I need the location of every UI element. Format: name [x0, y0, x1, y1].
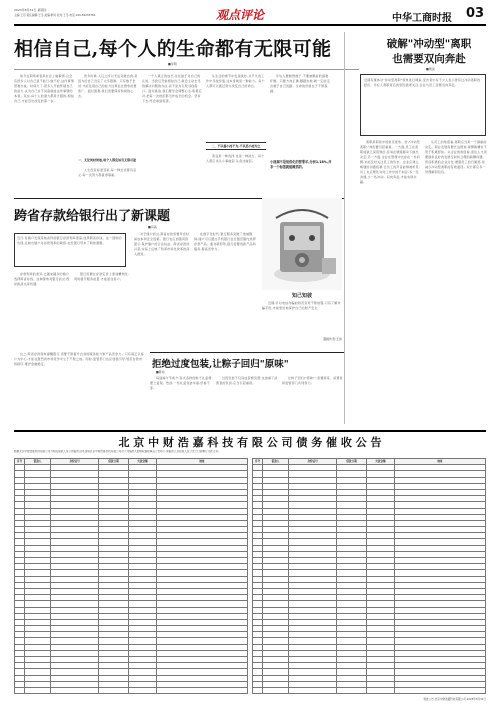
bank-summary: 近日,有储户发现其他省份的银行存款利率更高,选择跨省存钱。这一现象的出现,反映出储户对存款利率的敏感,也给银行带来了新的课题。	[17, 236, 122, 245]
main-headline: 相信自己,每个人的生命都有无限可能	[14, 38, 332, 60]
masthead-editors: 主编:王丹 责任编辑:王冬 美编:耿凤 校对:王冬 电话:010-59233761	[14, 13, 96, 17]
bank-col-4: 在数字化时代,银行服务突破了地域限制,储户可以通过手机银行在全国范围内选择存款产品。面对新形势,银行需要创新产品和服务,提高竞争力。	[194, 232, 256, 251]
sidebar-title-2: 也需要双向奔赴	[392, 53, 466, 65]
cartoon-caption: 漫画作者:王伟	[322, 337, 342, 341]
cartoon-image	[262, 198, 342, 290]
headline-divider	[14, 69, 359, 70]
sidebar-intro: 近期有媒体对"冲动型离职"现象进行调查,受访者中有不少人表示曾有过冲动离职的经历。年轻人离职背后的原因值得关注,企业与员工需要双向奔赴。	[364, 78, 481, 87]
ad-col-header: 身份证号	[51, 459, 99, 465]
bank-byline: ■冯茜	[148, 225, 157, 229]
main-col-2b: 人生没有标准答案,每一种尝试都有意义,每一次努力都值得尊重。	[78, 168, 137, 177]
main-subhead-2-box	[206, 142, 266, 150]
bank-col-3: 对于储户而言,跨省存款需要考虑时间成本和安全因素。银行也应加强风险提示,保护储户的合法权益。跨省存款的兴起,实际上反映了利率市场化改革的深入推进。	[134, 232, 190, 256]
main-col-4b: 善良是一种选择,也是一种能力。每个人都应该从小事做起,从身边做起。	[206, 154, 265, 163]
section-title-text: 观点评论	[215, 8, 264, 22]
pack-col-1: 每逢端午节前夕,各式各样的粽子礼盒便摆上货架。然而,一些礼盒包装华丽,价格不菲。	[150, 376, 212, 390]
table-cell	[99, 687, 129, 693]
table-cell	[395, 687, 486, 693]
main-bold-quote: 小视频不是低俗化的替罪羊,分析1.18%,并非一个标签就能概括的。	[270, 160, 332, 169]
table-cell	[129, 687, 157, 693]
cartoon-text: 近期,针对电信诈骗的防范宣传不断加强,只有了解诈骗手段,才能更好地保护自己的财产安全。	[262, 301, 341, 310]
table-cell	[25, 687, 51, 693]
main-col-2: 很多时候,人们之所以无法突破自我,是因为给自己设定了太多限制。只有敢于尝试,才能发现自己的能力边界远比想象的更宽广。面对困难,我们需要保持积极的心态。	[78, 74, 138, 98]
ad-table-left-wrap	[14, 458, 248, 694]
table-row	[15, 687, 248, 693]
cartoon-illustration	[262, 198, 342, 290]
bank-headline: 跨省存款给银行出了新课题	[14, 209, 171, 224]
main-col-5: 年轻人要敢想敢干,不要被眼前的困难吓倒。只要方向正确,脚踏实地,就一定能走出属于自己的路。生命的价值在于不断超越。	[270, 74, 330, 93]
table-cell	[289, 687, 337, 693]
table-row	[253, 687, 486, 693]
page-number: 03	[466, 6, 485, 21]
ad-col-header: 借款人	[25, 459, 51, 465]
cartoon-caption-box	[262, 292, 342, 348]
ad-col-header: 欠款金额	[367, 459, 395, 465]
table-cell	[367, 687, 395, 693]
pack-headline: 拒绝过度包装,让粽子回归"原味"	[152, 359, 289, 370]
ad-col-header: 地址	[157, 459, 248, 465]
ad-col-header: 序号	[253, 459, 263, 465]
sidebar-title-1: 破解"冲动型"离职	[386, 38, 472, 50]
section-title	[200, 6, 280, 26]
pack-col-2: 过度包装不仅造成资源浪费,也加重了消费者的负担,应当引起重视。	[216, 376, 278, 385]
paper-name: 中华工商时报	[392, 13, 452, 24]
ad-col-header: 地址	[395, 459, 486, 465]
ad-col-header: 借款日期	[337, 459, 367, 465]
ad-table-right	[252, 458, 486, 694]
ad-title: 北 京 中 财 浩 嘉 科 技 有 限 公 司 债 务 催 收 公 告	[118, 436, 382, 449]
table-cell	[263, 687, 289, 693]
main-col-1: 如今在职场或者是社会上做事情,总会有很多人对自己说不能行,做不好,这件事情很难办成。时间久了,很多人开始怀疑自己的能力,认为自己并不具备做成这件事情的本领。其实,每个人的潜力都是无限的,相信自己,才能迈出改变的第一步。	[14, 74, 74, 103]
ad-col-header: 身份证号	[289, 459, 337, 465]
bank-col-5: 总之,跨省存款现象提醒银行,需要不断提升自身的服务能力和产品竞争力。只有真正以客户为中心,才能在激烈的市场竞争中立于不败之地。同时,监管部门也应加强引导,规范存款市场秩序,维护金融稳定。	[14, 352, 144, 366]
main-subhead-1: 一、无论何时何地,每个人都应该有无限可能	[78, 158, 137, 162]
table-cell	[15, 687, 25, 693]
table-cell	[51, 687, 99, 693]
ad-footer: 特此公告 北京中财浩嘉科技有限公司 2023年8月31日	[423, 698, 486, 701]
table-cell	[337, 687, 367, 693]
ad-intro: 根据北京中财浩嘉科技有限公司与相关借款人签订的借款合同,现将北京中财浩嘉科技有限公司对下列借款人的债权催收事宜公告如下,请借款人及担保人在公告之日起履行还款义务。	[14, 450, 221, 453]
ad-table-right-wrap	[252, 458, 486, 694]
ad-col-header: 借款日期	[99, 459, 129, 465]
bank-col-1: 存款利率的差异,让越来越多的储户选择跨省存钱。这种现象对银行而言,既是挑战也是机遇。	[14, 272, 70, 286]
pack-top-rule	[150, 352, 344, 353]
sidebar-intro-box	[360, 74, 486, 136]
sidebar-col-1: 离职是职场中的常见现象。但\"冲动型离职\"却需要引起重视。一方面,员工在离职前缺乏深思熟虑,容易在情绪驱动下做出决定;另一方面,企业在管理中也存在一些问题,未能及时关注员工的诉求。企业应建立畅通的沟通机制,让员工的声音能够被听见;员工也应理性对待工作中的不如意,多一些沟通,少一些冲动。双向奔赴,才能实现共赢。	[360, 140, 420, 184]
bank-col-2: 银行需要在存款定价上更加精细化,同时提升服务质量,才能留住客户。	[74, 272, 130, 281]
main-subhead-2: 二、不以善小而不为,不以恶小而为之	[211, 144, 261, 148]
ad-col-header: 序号	[15, 459, 25, 465]
sidebar-byline: ■周昊	[426, 67, 435, 71]
sidebar-col-2: 从员工的角度看,离职应当是一个慎重的决定。职业发展需要长远规划,频繁跳槽并不利于积累经验。从企业的角度看,留住人才需要提供良好的发展空间和合理的薪酬待遇。营造积极的企业文化,增强员工的归属感,是减少冲动型离职的有效途径。双方都应多一份理解和包容。	[425, 140, 487, 174]
pack-col-3: 让粽子回归\"原味\",需要商家、消费者和监管部门共同努力。	[282, 376, 343, 385]
bank-summary-box	[14, 233, 126, 267]
table-cell	[253, 687, 263, 693]
ad-table-left	[14, 458, 248, 694]
main-col-4: 从生活的细节中发现美好,从平凡的工作中寻找价值,这本身就是一种能力。每个人都可以通过努力改变自己的命运。	[206, 74, 265, 88]
ad-top-rule	[14, 430, 486, 432]
cartoon-title: 知己知彼	[291, 293, 312, 299]
main-col-3: 一个人真正的成长,往往始于对自己的认知。当我们开始相信自己,就会主动去寻找解决问题的办法,而不是为失败寻找借口。面对挑战,我们要学会调整心态,积极应对,把每一次挫折都当作成长的机会。坚持下去,终会看到希望。	[142, 74, 202, 103]
ad-col-header: 借款人	[263, 459, 289, 465]
pack-byline: ■陈东	[156, 370, 165, 374]
masthead-rule	[14, 24, 486, 26]
table-cell	[157, 687, 248, 693]
main-byline: ■李明	[168, 62, 177, 66]
ad-col-header: 欠款金额	[129, 459, 157, 465]
masthead-date: 2023年8月31日 星期四	[14, 8, 47, 12]
